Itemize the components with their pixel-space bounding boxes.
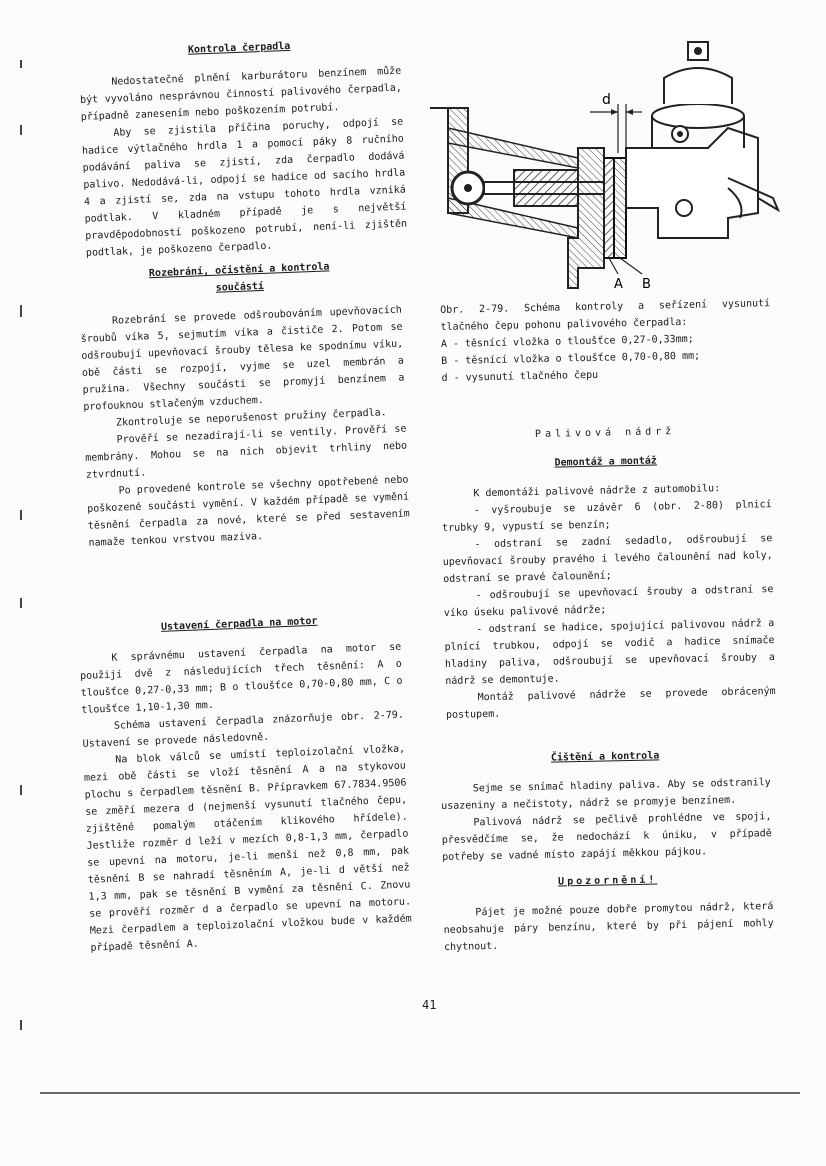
paragraph: K správnému ustavení čerpadla na motor se použijí dvě z následujících třech těsnění: A o tloušťce 0,27-0,33 mm; B o tloušťce 0,70-0,80 mm, C o tloušťce 1,10-1,30 mm. [79, 641, 403, 716]
section-cleaning [440, 745, 774, 956]
paragraph: Na blok válců se umístí teploizolační vložka, mezi obě části se vloží těsnění A a na stykovou plochu s čerpadlem těsnění B. Přípravkem 67.7834.9506 se změří mezera d (nejmenší vysunutí tlačného čepu, zjištěné pomalým otáčením klikového hřídele). Jestliže rozměr d leží v mezích 0,8-1,3 mm, čerpadlo se upevní na motoru, je-li menší než 0,8 mm, pak těsnění B se nahradí těsněním A, je-li d větší než 1,3 mm, pak se těsnění B vymění za těsnění C. Znovu se prověří rozměr d a čerpadlo se upevní na motoru. Mezi čerpadlem a teploizolační vložkou bude v každém případě těsnění A. [83, 743, 412, 954]
gasket-b [614, 158, 626, 258]
paragraph: Zkontroluje se neporušenost pružiny čerpadla. [115, 407, 387, 429]
margin-mark [20, 1020, 22, 1030]
margin-mark [20, 125, 22, 135]
caption-item: B - těsnící vložka o tloušťce 0,70-0,80 mm; [441, 350, 701, 367]
margin-mark [20, 60, 22, 68]
list-item: - vyšroubuje se uzávěr 6 (obr. 2-80) plnicí trubky 9, vypustí se benzín; [441, 499, 772, 534]
paragraph: Aby se zjistila příčina poruchy, odpojí se hadice výtlačného hrdla 1 a pomocí páky 8 ručního podávání paliva se zjistí, zda čerpadlo dodává palivo. Nedodává-li, odpojí se hadice od sacího hrdla 4 a zjistí se, zda na vstupu tohoto hrdla vzniká podtlak. V kladném případě je s největší pravděpodobností poškozeno potrubí, není-li zjištěn podtlak, je poškozeno čerpadlo. [81, 116, 408, 259]
margin-mark [20, 598, 22, 608]
heading-pump-mounting: Ustavení čerpadla na motor [160, 615, 318, 633]
paragraph: Schéma ustavení čerpadla znázorňuje obr. 2-79. Ustavení se provede následovně. [82, 709, 405, 750]
figure-caption [440, 295, 772, 387]
caption-item: A - těsnící vložka o tloušťce 0,27-0,33mm; [440, 333, 694, 350]
section-fuel-tank [440, 421, 776, 724]
paragraph: Po provedené kontrole se všechny opotřebené nebo poškozené součásti vymění. V každém případě se vymění těsnění čerpadla za nové, které se před sestavením namaže tenkou vrstvou maziva. [87, 474, 410, 549]
list-item: - odšroubují se upevňovací šrouby a odstraní se víko úseku palivové nádrže; [443, 584, 774, 619]
heading-cleaning: Čištění a kontrola [550, 750, 660, 764]
label-a: A [614, 277, 623, 292]
heading-fuel-tank: Palivová nádrž [534, 426, 676, 441]
bottom-rule [40, 1092, 800, 1094]
heading-pump-check: Kontrola čerpadla [187, 40, 291, 56]
margin-mark [20, 305, 22, 317]
gasket-a [604, 158, 614, 258]
paragraph: K demontáži palivové nádrže z automobilu: [473, 483, 721, 500]
subheading-removal: Demontáž a montáž [554, 455, 658, 469]
paragraph: Nedostatečné plnění karburátoru benzínem může být vyvoláno nesprávnou činností palivového čerpadla, případně zanesením nebo poškozením potrubí. [79, 65, 403, 123]
heading-warning: Upozornění! [558, 874, 658, 888]
caption-item: d - vysunutí tlačného čepu [441, 369, 599, 384]
list-item: - odstraní se hadice, spojující palivovou nádrž a plnící trubkou, odpojí se vodič a hadice snímače hladiny paliva, odšroubují se upevňovací šrouby a nádrž se demontuje. [444, 618, 775, 687]
section-pump-mounting [78, 610, 413, 957]
warning-text: Pájet je možné pouze dobře promytou nádrž, která neobsahuje páry benzínu, které by při pájení mohly chytnout. [443, 901, 774, 953]
section-pump-check [78, 34, 408, 262]
section-disassembly [78, 256, 411, 552]
list-item: - odstraní se zadní sedadlo, odšroubují se upevňovací šrouby pravého i levého čalounění nad koly, odstraní se pravé čalounění; [442, 533, 773, 585]
heading-disassembly-line2: součástí [215, 280, 265, 294]
paragraph: Sejme se snímač hladiny paliva. Aby se odstranily usazeniny a nečistoty, nádrž se promyje benzínem. [441, 777, 771, 812]
page-number: 41 [422, 998, 437, 1012]
paragraph: Prověří se nezadírají-li se ventily. Prověří se membrány. Mohou se na nich objevit trhliny nebo ztvrdnutí. [85, 423, 408, 481]
fuel-pump-diagram [428, 38, 788, 296]
paragraph: Palivová nádrž se pečlivě prohlédne ve spoji, přesvědčíme se, že nedochází k úniku, v případě potřeby se vadné místo zapájí měkkou pájkou. [441, 811, 772, 863]
paragraph: Rozebrání se provede odšroubováním upevňovacích šroubů víka 5, sejmutím víka a čističe 2. Potom se odšroubují upevňovací šrouby tělesa ke spodnímu víku, obě části se rozpojí, vyjme se uzel membrán a pružina. Všechny součásti se promyjí benzínem a profouknou stlačeným vzduchem. [80, 304, 405, 413]
paragraph: Montáž palivové nádrže se provede obráceným postupem. [445, 686, 776, 721]
margin-mark [20, 785, 22, 795]
label-b: B [642, 277, 651, 292]
margin-mark [20, 510, 22, 520]
caption-title: Obr. 2-79. Schéma kontroly a seřízení vysunutí tlačného čepu pohonu palivového čerpadla: [440, 298, 771, 333]
pump-cover [664, 68, 732, 104]
label-d: d [602, 92, 611, 108]
insulating-spacer [514, 170, 578, 206]
heading-disassembly: Rozebrání, očistění a kontrola [148, 261, 330, 280]
